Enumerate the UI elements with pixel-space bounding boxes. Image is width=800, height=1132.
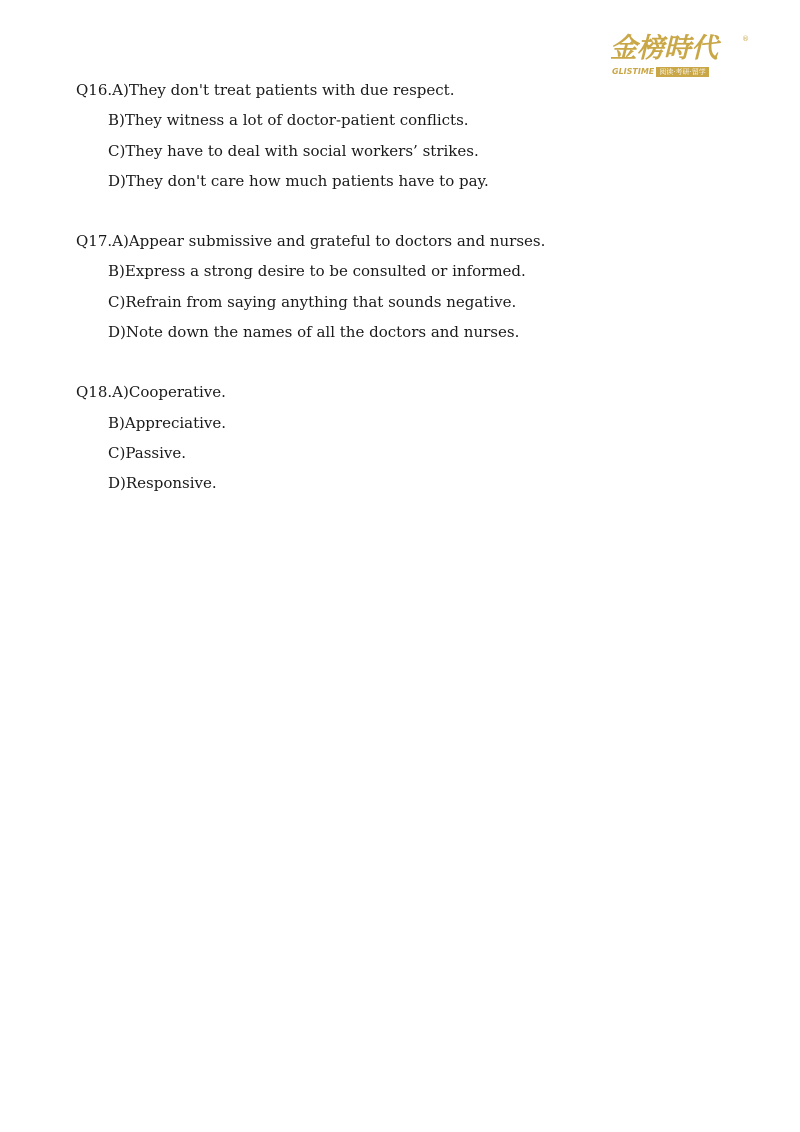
- question-16: [76, 75, 756, 196]
- brand-logo: [610, 33, 750, 79]
- question-number: Q17.: [76, 232, 113, 251]
- option-c: C)Passive.: [108, 443, 187, 462]
- option-row: [76, 75, 756, 105]
- option-d: D)Note down the names of all the doctors and nurses.: [108, 323, 520, 342]
- option-b: B)They witness a lot of doctor-patient conflicts.: [108, 111, 469, 130]
- registered-mark: ®: [742, 35, 749, 43]
- option-b: B)Appreciative.: [108, 413, 227, 432]
- option-a: A)Appear submissive and grateful to doctors and nurses.: [112, 232, 546, 251]
- question-number: Q18.: [76, 383, 113, 402]
- logo-wordmark: 金榜時代: [610, 33, 718, 64]
- option-b: B)Express a strong desire to be consulted or informed.: [108, 262, 526, 281]
- question-list: [76, 75, 756, 529]
- option-c: C)They have to deal with social workers’ strikes.: [108, 141, 479, 160]
- option-a: A)Cooperative.: [112, 383, 226, 402]
- option-a: A)They don't treat patients with due respect.: [112, 81, 455, 99]
- option-d: D)They don't care how much patients have to pay.: [108, 171, 489, 190]
- logo-tagline: 阅读·考研·留学: [656, 67, 708, 77]
- question-17: [76, 226, 756, 347]
- question-18: [76, 377, 756, 498]
- option-c: C)Refrain from saying anything that sounds negative.: [108, 292, 517, 311]
- logo-english-name: GLISTIME: [612, 67, 655, 76]
- question-number: Q16.: [76, 81, 113, 99]
- option-row: [76, 226, 756, 256]
- option-row: [76, 377, 756, 407]
- option-d: D)Responsive.: [108, 474, 217, 493]
